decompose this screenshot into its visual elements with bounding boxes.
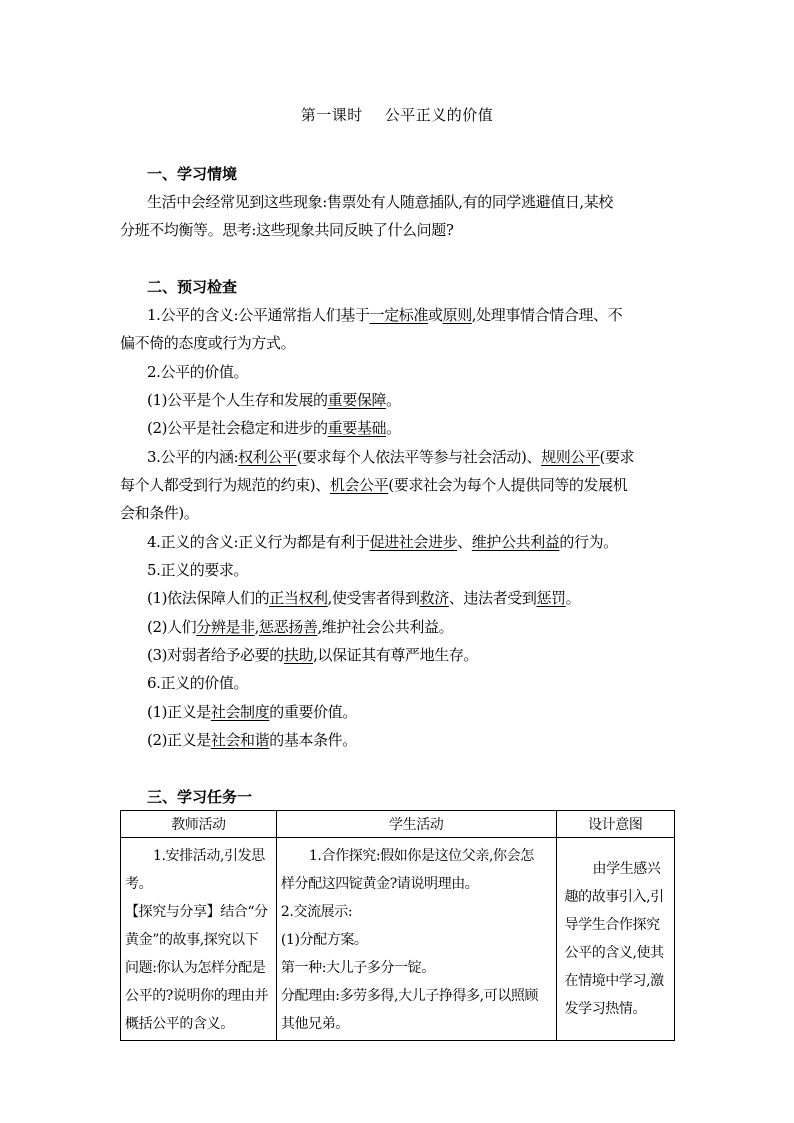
section-heading-learning-task-1: 三、学习任务一 — [147, 788, 253, 806]
situation-line-1: 生活中会经常见到这些现象:售票处有人随意插队,有的同学逃避值日,某校 — [147, 193, 613, 211]
preview-line-1: 1.公平的含义:公平通常指人们基于一定标准或原则,处理事情合情合理、不 — [147, 306, 623, 324]
answer-blank: 正当权利 — [269, 589, 328, 607]
preview-line-13: (3)对弱者给予必要的扶助,以保证其有尊严地生存。 — [147, 646, 479, 664]
column-header-intent: 设计意图 — [556, 811, 675, 838]
design-intent-cell: 由学生感兴 趣的故事引入,引 导学生合作探究 公平的含义,使其 在情境中学习,激 发学习热情。 — [556, 838, 675, 1041]
answer-blank: 惩恶扬善 — [259, 618, 318, 636]
preview-line-6: 3.公平的内涵:权利公平(要求每个人依法平等参与社会活动)、规则公平(要求 — [147, 448, 635, 466]
answer-blank: 重要基础 — [327, 419, 387, 437]
preview-line-12: (2)人们分辨是非,惩恶扬善,维护社会公共利益。 — [147, 618, 454, 636]
answer-blank: 分辨是非 — [196, 618, 255, 636]
answer-blank: 机会公平 — [329, 476, 389, 494]
teacher-activity-cell: 1.安排活动,引发思 考。 【探究与分享】结合“分 黄金”的故事,探究以下 问题:你认为怎样分配是 公平的?说明你的理由并 概括公平的含义。 — [121, 838, 277, 1041]
preview-line-8: 会和条件)。 — [120, 504, 199, 522]
preview-line-11: (1)依法保障人们的正当权利,使受害者得到救济、违法者受到惩罚。 — [147, 589, 581, 607]
page-title — [0, 104, 794, 125]
answer-blank: 一定标准 — [369, 306, 428, 324]
preview-line-10: 5.正义的要求。 — [147, 561, 249, 579]
answer-blank: 惩罚 — [536, 589, 566, 607]
answer-blank: 原则 — [442, 306, 472, 324]
answer-blank: 扶助 — [283, 646, 314, 664]
preview-line-9: 4.正义的含义:正义行为都是有利于促进社会进步、维护公共利益的行为。 — [147, 533, 618, 551]
preview-line-2: 偏不倚的态度或行为方式。 — [120, 334, 296, 352]
preview-line-14: 6.正义的价值。 — [147, 674, 249, 692]
section-heading-learning-situation: 一、学习情境 — [147, 165, 238, 183]
situation-line-2: 分班不均衡等。思考:这些现象共同反映了什么问题? — [120, 221, 454, 239]
preview-line-4: (1)公平是个人生存和发展的重要保障。 — [147, 391, 401, 409]
answer-blank: 权利公平 — [238, 448, 297, 466]
preview-line-3: 2.公平的价值。 — [147, 363, 249, 381]
preview-line-7: 每个人都受到行为规范的约束)、机会公平(要求社会为每个人提供同等的发展机 — [120, 476, 628, 494]
table-row — [121, 838, 675, 1041]
preview-line-15: (1)正义是社会制度的重要价值。 — [147, 703, 357, 721]
title-lesson: 第一课时 — [300, 106, 363, 124]
section-heading-preview-check: 二、预习检查 — [147, 278, 238, 296]
column-header-student: 学生活动 — [276, 811, 556, 838]
title-topic: 公平正义的价值 — [384, 106, 494, 124]
answer-blank: 社会制度 — [210, 703, 270, 721]
answer-blank: 促进社会进步 — [369, 533, 458, 551]
preview-line-16: (2)正义是社会和谐的基本条件。 — [147, 731, 357, 749]
answer-blank: 重要保障 — [327, 391, 387, 409]
learning-task-table — [120, 810, 675, 1041]
preview-line-5: (2)公平是社会稳定和进步的重要基础。 — [147, 419, 401, 437]
answer-blank: 社会和谐 — [210, 731, 270, 749]
table-header-row — [121, 811, 675, 838]
answer-blank: 规则公平 — [541, 448, 600, 466]
student-activity-cell: 1.合作探究:假如你是这位父亲,你会怎 样分配这四锭黄金?请说明理由。 2.交流展示: (1)分配方案。 第一种:大儿子多分一锭。 分配理由:多劳多得,大儿子挣得多,可以照顾 其他兄弟。 — [276, 838, 556, 1041]
answer-blank: 救济 — [419, 589, 449, 607]
column-header-teacher: 教师活动 — [121, 811, 277, 838]
answer-blank: 维护公共利益 — [471, 533, 560, 551]
